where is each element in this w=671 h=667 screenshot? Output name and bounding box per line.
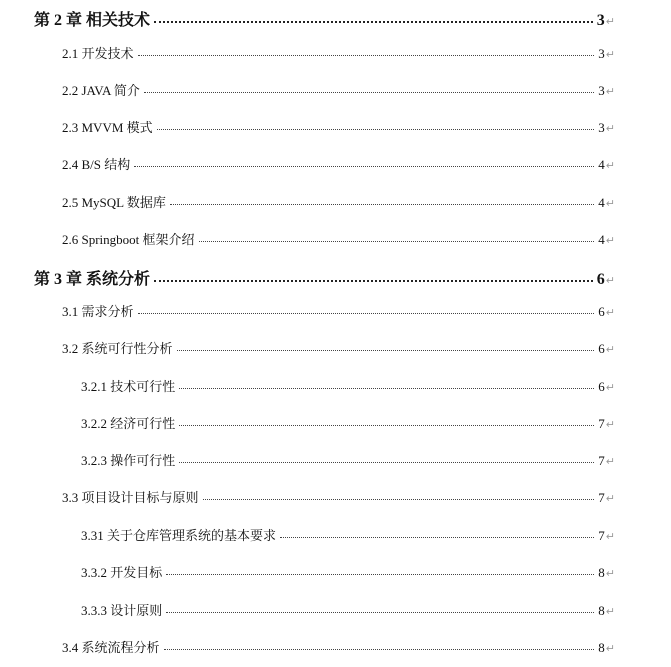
toc-entry-title: 2.2 JAVA 简介 bbox=[62, 83, 140, 98]
toc-page-number: 3 bbox=[598, 46, 605, 61]
toc-entry-title: 3.3 项目设计目标与原则 bbox=[62, 490, 199, 505]
toc-entry-title: 3.31 关于仓库管理系统的基本要求 bbox=[81, 528, 277, 543]
toc-page-number: 3 bbox=[598, 120, 605, 135]
toc-page-number: 6 bbox=[598, 379, 605, 394]
paragraph-mark-icon: ↵ bbox=[605, 567, 615, 580]
toc-subsection-entry[interactable] bbox=[81, 450, 615, 474]
toc-dot-leader bbox=[179, 461, 594, 463]
paragraph-mark-icon: ↵ bbox=[605, 492, 615, 505]
toc-entry-title: 3.1 需求分析 bbox=[62, 304, 134, 319]
toc-dot-leader bbox=[166, 573, 594, 575]
toc-dot-leader bbox=[280, 536, 594, 538]
toc-subsection-entry[interactable] bbox=[81, 525, 615, 549]
paragraph-mark-icon: ↵ bbox=[605, 122, 615, 135]
paragraph-mark-icon: ↵ bbox=[605, 234, 615, 247]
toc-entry-title: 第 3 章 系统分析 bbox=[34, 271, 151, 288]
toc-entry-title: 2.6 Springboot 框架介绍 bbox=[62, 232, 195, 247]
toc-section-entry[interactable] bbox=[62, 637, 615, 661]
toc-section-entry[interactable] bbox=[62, 229, 615, 253]
toc-section-entry[interactable] bbox=[62, 43, 615, 67]
paragraph-mark-icon: ↵ bbox=[605, 605, 615, 618]
toc-dot-leader bbox=[179, 424, 594, 426]
toc-page-number: 4 bbox=[598, 232, 605, 247]
toc-chapter-entry[interactable] bbox=[34, 266, 615, 290]
paragraph-mark-icon: ↵ bbox=[605, 85, 615, 98]
toc-subsection-entry[interactable] bbox=[81, 600, 615, 624]
toc-entry-title: 3.2.2 经济可行性 bbox=[81, 416, 176, 431]
toc-dot-leader bbox=[138, 312, 595, 314]
toc-page-number: 6 bbox=[598, 341, 605, 356]
toc-subsection-entry[interactable] bbox=[81, 413, 615, 437]
toc-page-number: 3 bbox=[598, 83, 605, 98]
paragraph-mark-icon: ↵ bbox=[605, 274, 615, 287]
toc-page-number: 8 bbox=[598, 640, 605, 655]
paragraph-mark-icon: ↵ bbox=[605, 48, 615, 61]
toc-entry-title: 2.4 B/S 结构 bbox=[62, 157, 131, 172]
toc-dot-leader bbox=[177, 349, 595, 351]
toc-subsection-entry[interactable] bbox=[81, 376, 615, 400]
toc-dot-leader bbox=[166, 611, 594, 613]
toc-dot-leader bbox=[134, 165, 594, 167]
toc-page-number: 7 bbox=[598, 416, 605, 431]
toc-page-number: 6 bbox=[596, 271, 605, 288]
toc-dot-leader bbox=[199, 240, 595, 242]
toc-entry-title: 3.4 系统流程分析 bbox=[62, 640, 160, 655]
toc-section-entry[interactable] bbox=[62, 117, 615, 141]
toc-entry-title: 3.3.2 开发目标 bbox=[81, 565, 163, 580]
toc-dot-leader bbox=[170, 203, 594, 205]
toc-entry-title: 3.2 系统可行性分析 bbox=[62, 341, 173, 356]
toc-dot-leader bbox=[154, 20, 593, 23]
toc-subsection-entry[interactable] bbox=[81, 562, 615, 586]
toc-page-number: 4 bbox=[598, 157, 605, 172]
toc-page-number: 7 bbox=[598, 490, 605, 505]
toc-page-number: 8 bbox=[598, 603, 605, 618]
paragraph-mark-icon: ↵ bbox=[605, 455, 615, 468]
paragraph-mark-icon: ↵ bbox=[605, 642, 615, 655]
toc-dot-leader bbox=[164, 648, 595, 650]
toc-page-number: 4 bbox=[598, 195, 605, 210]
paragraph-mark-icon: ↵ bbox=[605, 343, 615, 356]
toc-entry-title: 2.1 开发技术 bbox=[62, 46, 134, 61]
toc-section-entry[interactable] bbox=[62, 487, 615, 511]
toc-entry-title: 3.2.3 操作可行性 bbox=[81, 453, 176, 468]
toc-entry-title: 2.3 MVVM 模式 bbox=[62, 120, 153, 135]
paragraph-mark-icon: ↵ bbox=[605, 197, 615, 210]
paragraph-mark-icon: ↵ bbox=[605, 159, 615, 172]
toc-page-number: 6 bbox=[598, 304, 605, 319]
toc-section-entry[interactable] bbox=[62, 192, 615, 216]
toc-page-number: 7 bbox=[598, 528, 605, 543]
toc-section-entry[interactable] bbox=[62, 301, 615, 325]
toc-entry-title: 第 2 章 相关技术 bbox=[34, 12, 151, 29]
toc-dot-leader bbox=[144, 91, 594, 93]
toc-page-number: 8 bbox=[598, 565, 605, 580]
paragraph-mark-icon: ↵ bbox=[605, 15, 615, 28]
toc-entry-title: 3.3.3 设计原则 bbox=[81, 603, 163, 618]
toc-entry-title: 3.2.1 技术可行性 bbox=[81, 379, 176, 394]
paragraph-mark-icon: ↵ bbox=[605, 530, 615, 543]
paragraph-mark-icon: ↵ bbox=[605, 381, 615, 394]
toc-section-entry[interactable] bbox=[62, 154, 615, 178]
toc-dot-leader bbox=[157, 128, 595, 130]
toc-section-entry[interactable] bbox=[62, 80, 615, 104]
toc-page-number: 3 bbox=[596, 12, 605, 29]
toc-section-entry[interactable] bbox=[62, 338, 615, 362]
toc-dot-leader bbox=[138, 54, 595, 56]
toc-entry-title: 2.5 MySQL 数据库 bbox=[62, 195, 166, 210]
paragraph-mark-icon: ↵ bbox=[605, 306, 615, 319]
paragraph-mark-icon: ↵ bbox=[605, 418, 615, 431]
toc-dot-leader bbox=[203, 498, 595, 500]
toc-dot-leader bbox=[179, 387, 594, 389]
toc-page-number: 7 bbox=[598, 453, 605, 468]
toc-dot-leader bbox=[154, 279, 593, 282]
toc-chapter-entry[interactable] bbox=[34, 7, 615, 31]
